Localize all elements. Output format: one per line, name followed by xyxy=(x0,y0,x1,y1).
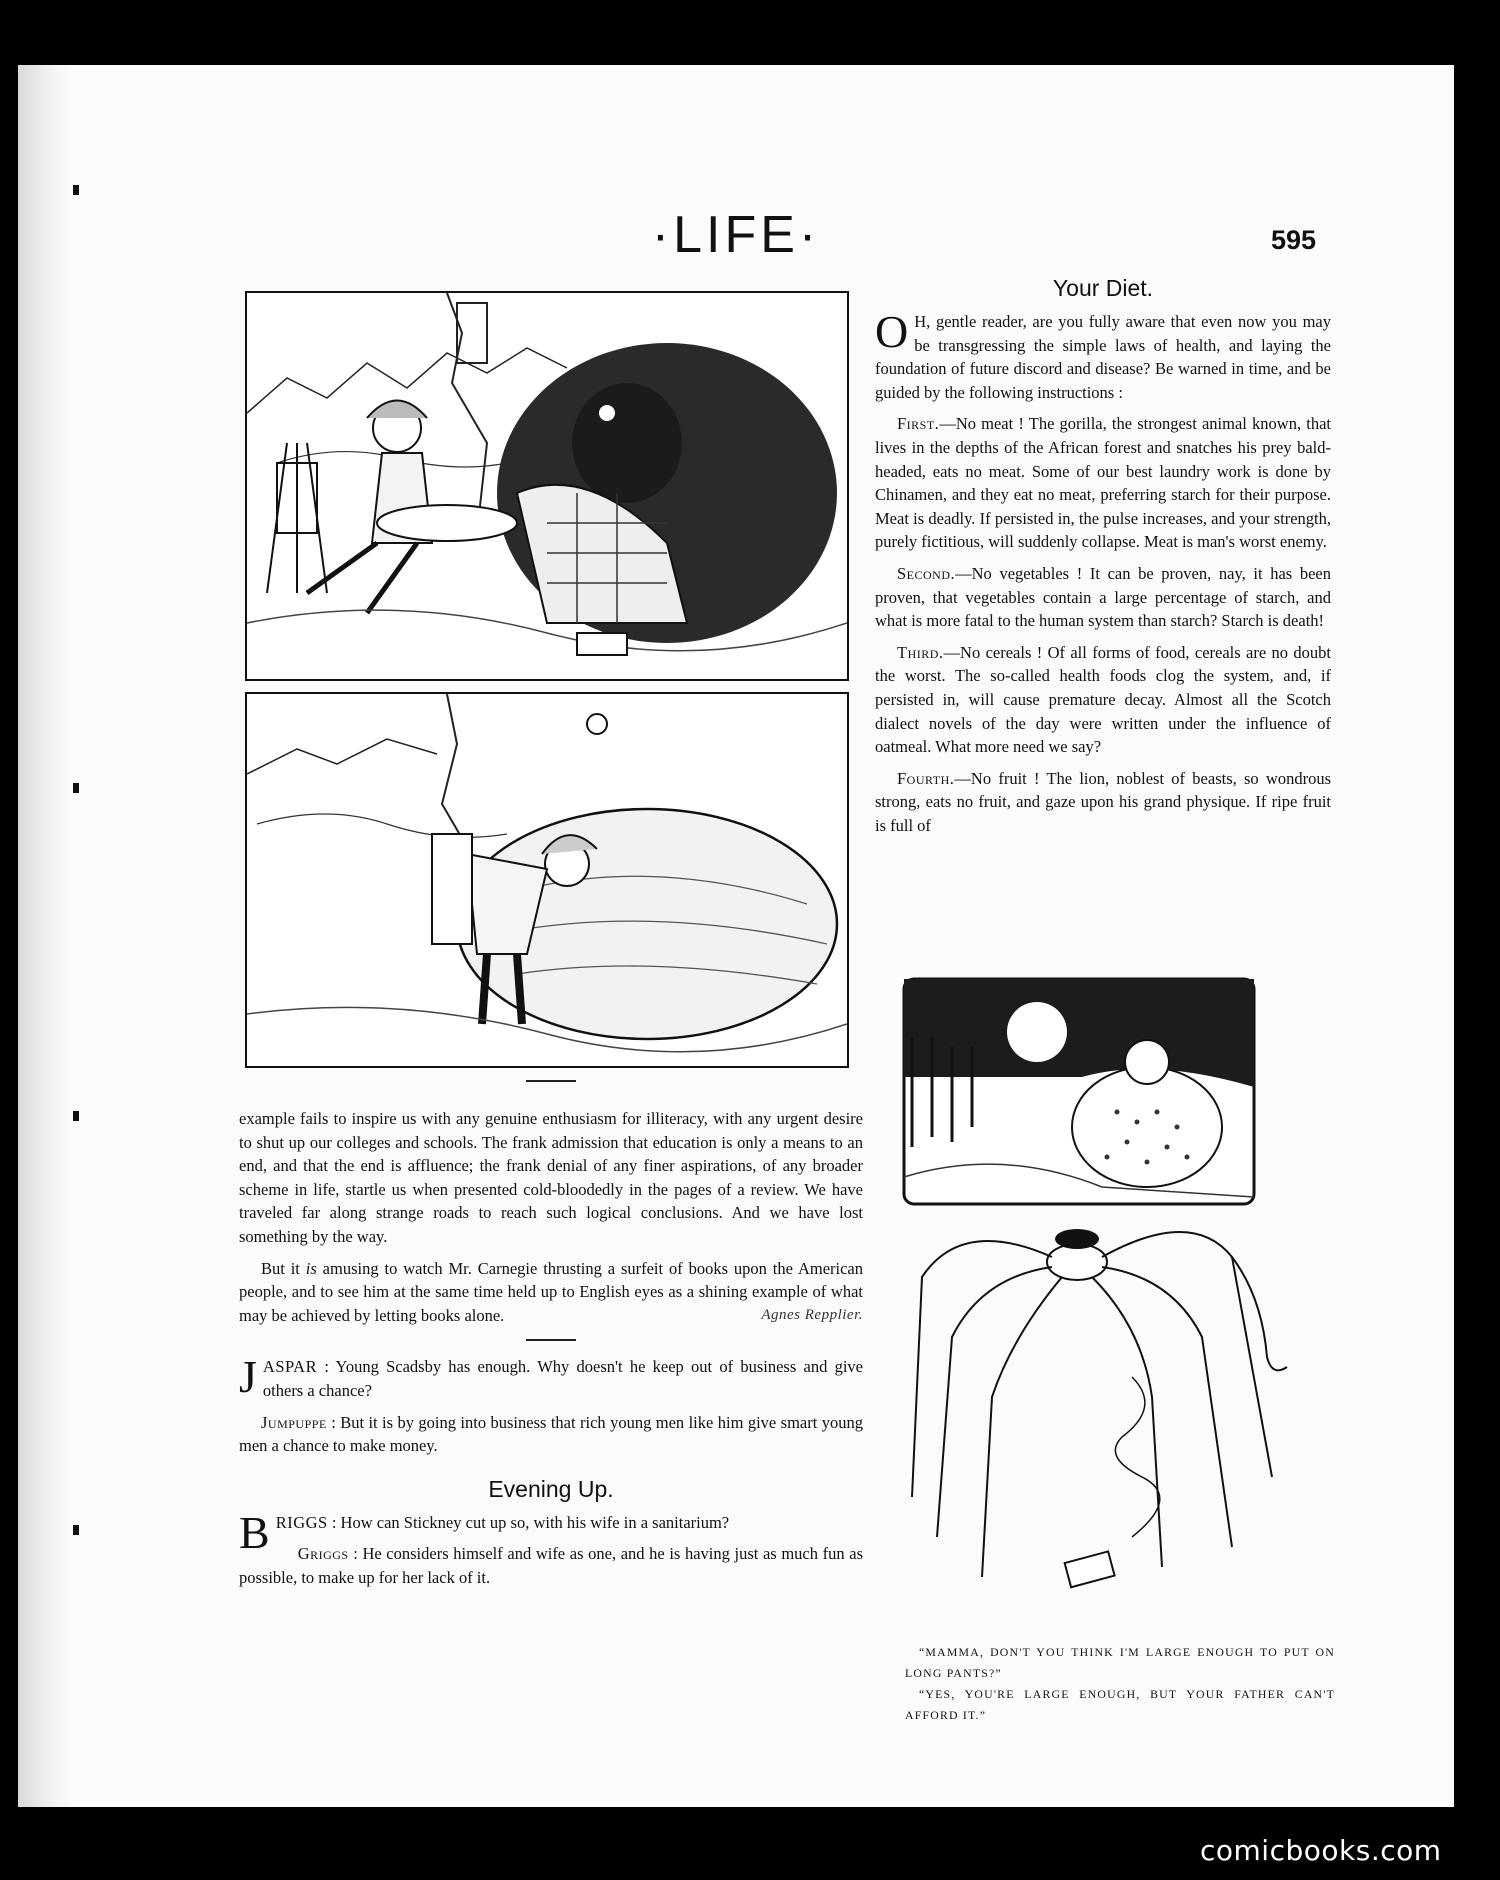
watermark-text: comicbooks.com xyxy=(1200,1834,1442,1867)
evening-up-line-2: : He considers himself and wife as one, and he is having just as much fun as possible, to make up for her lack of it. xyxy=(239,1544,863,1587)
diet-first xyxy=(875,412,1331,554)
jaspar-dialogue-1 xyxy=(239,1351,863,1403)
evening-up-speaker-1: RIGGS xyxy=(275,1512,328,1532)
essay-paragraph-2 xyxy=(239,1257,863,1328)
diet-first-label: First. xyxy=(897,414,940,434)
binding-mark xyxy=(73,783,79,793)
your-diet-title: Your Diet. xyxy=(1052,275,1154,301)
diet-third xyxy=(875,641,1331,759)
diet-intro-text: H, gentle reader, are you fully aware that even now you may be transgressing the simple laws of health, and laying the foundation of future discord and disease? Be warned in time, and be guided by the following instructions : xyxy=(875,312,1331,402)
essay-para2-rest: amusing to watch Mr. Carnegie thrusting a surfeit of books upon the American people, and to see him at the same time held up to English eyes as a shining example of what may be achieved by letting books alone. xyxy=(239,1258,863,1325)
diet-first-text: —No meat ! The gorilla, the strongest animal known, that lives in the depths of the African forest and snatches his prey bald-headed, eats no meat. Some of our best laundry work is done by Chinamen, and they eat no meat, preferring starch for their purpose. Meat is deadly. If persisted in, the pulse increases, and your strength, purely fictitious, will suddenly collapse. Meat is man's worst enemy. xyxy=(875,414,1331,552)
diet-third-text: —No cereals ! Of all forms of food, cereals are no doubt the worst. The so-called health foods clog the system, and, if persisted in, will cause premature decay. Almost all the Scotch dialect novels of the day were written under the influence of oatmeal. What more need we say? xyxy=(875,642,1331,757)
evening-up-title: Evening Up. xyxy=(488,1475,614,1502)
diet-second xyxy=(875,562,1331,633)
diet-dropcap: O xyxy=(875,306,909,357)
diet-second-text: —No vegetables ! It can be proven, nay, it has been proven, that vegetables contain a large percentage of starch, and what is more fatal to the human system than starch? Starch is death! xyxy=(875,563,1331,631)
jaspar-dropcap: J xyxy=(239,1351,257,1403)
painter-bear-illustration xyxy=(245,291,849,681)
essay-para2-start: But it xyxy=(261,1258,306,1278)
diet-second-label: Second. xyxy=(897,563,956,583)
divider-rule xyxy=(526,1080,576,1082)
jaspar-line-1: : Young Scadsby has enough. Why doesn't he keep out of business and give others a chance? xyxy=(262,1357,863,1400)
page-gutter xyxy=(18,65,73,1807)
diet-third-label: Third. xyxy=(897,642,944,662)
jaspar-line-2: : But it is by going into business that rich young men like him give smart young men a chance to make money. xyxy=(239,1412,863,1456)
binding-mark xyxy=(73,1525,79,1535)
caption-line-1: “MAMMA, DON'T YOU THINK I'M LARGE ENOUGH TO PUT ON LONG PANTS?” xyxy=(905,1645,1335,1680)
evening-up-speaker-2: Griggs xyxy=(297,1544,349,1564)
jaspar-speaker-1: ASPAR xyxy=(262,1357,318,1377)
evening-up-dropcap: B xyxy=(239,1506,270,1558)
author-signature: Agnes Repplier. xyxy=(761,1306,863,1323)
cartoon-caption xyxy=(905,1642,1335,1726)
page-number: 595 xyxy=(1271,225,1317,255)
evening-up-line-1: : How can Stickney cut up so, with his wife in a sanitarium? xyxy=(327,1512,730,1532)
diet-fourth xyxy=(875,767,1331,838)
binding-mark xyxy=(73,185,79,195)
essay-continuation xyxy=(239,1107,863,1598)
magazine-page xyxy=(18,65,1454,1807)
your-diet-article xyxy=(875,275,1331,845)
evening-up-dialogue-2 xyxy=(239,1542,863,1589)
spider-mother-cartoon xyxy=(902,977,1322,1627)
jaspar-dialogue-2 xyxy=(239,1411,863,1458)
diet-fourth-label: Fourth. xyxy=(897,768,955,788)
divider-rule xyxy=(526,1339,576,1341)
painter-boulder-illustration xyxy=(245,692,849,1068)
jaspar-speaker-2: Jumpuppe xyxy=(261,1412,327,1432)
masthead-title: ·LIFE· xyxy=(651,206,821,264)
diet-intro xyxy=(875,306,1331,404)
binding-mark xyxy=(73,1111,79,1121)
essay-paragraph-1: example fails to inspire us with any genuine enthusiasm for illiteracy, with any urgent desire to shut up our colleges and schools. The frank admission that education is only a means to an end, and that the end is affluence; the frank denial of any finer aspirations, of any broader scheme in life, startle us when presented cold-bloodedly in the pages of a review. We have traveled far along strange roads to reach such logical conclusions. And we have lost something by the way. xyxy=(239,1109,863,1246)
diet-fourth-text: —No fruit ! The lion, noblest of beasts, so wondrous strong, eats no fruit, and gaze upon his grand physique. If ripe fruit is full of xyxy=(875,768,1331,835)
essay-para2-emphasis: is xyxy=(305,1258,317,1278)
caption-line-2: “YES, YOU'RE LARGE ENOUGH, BUT YOUR FATHER CAN'T AFFORD IT.” xyxy=(905,1687,1335,1722)
